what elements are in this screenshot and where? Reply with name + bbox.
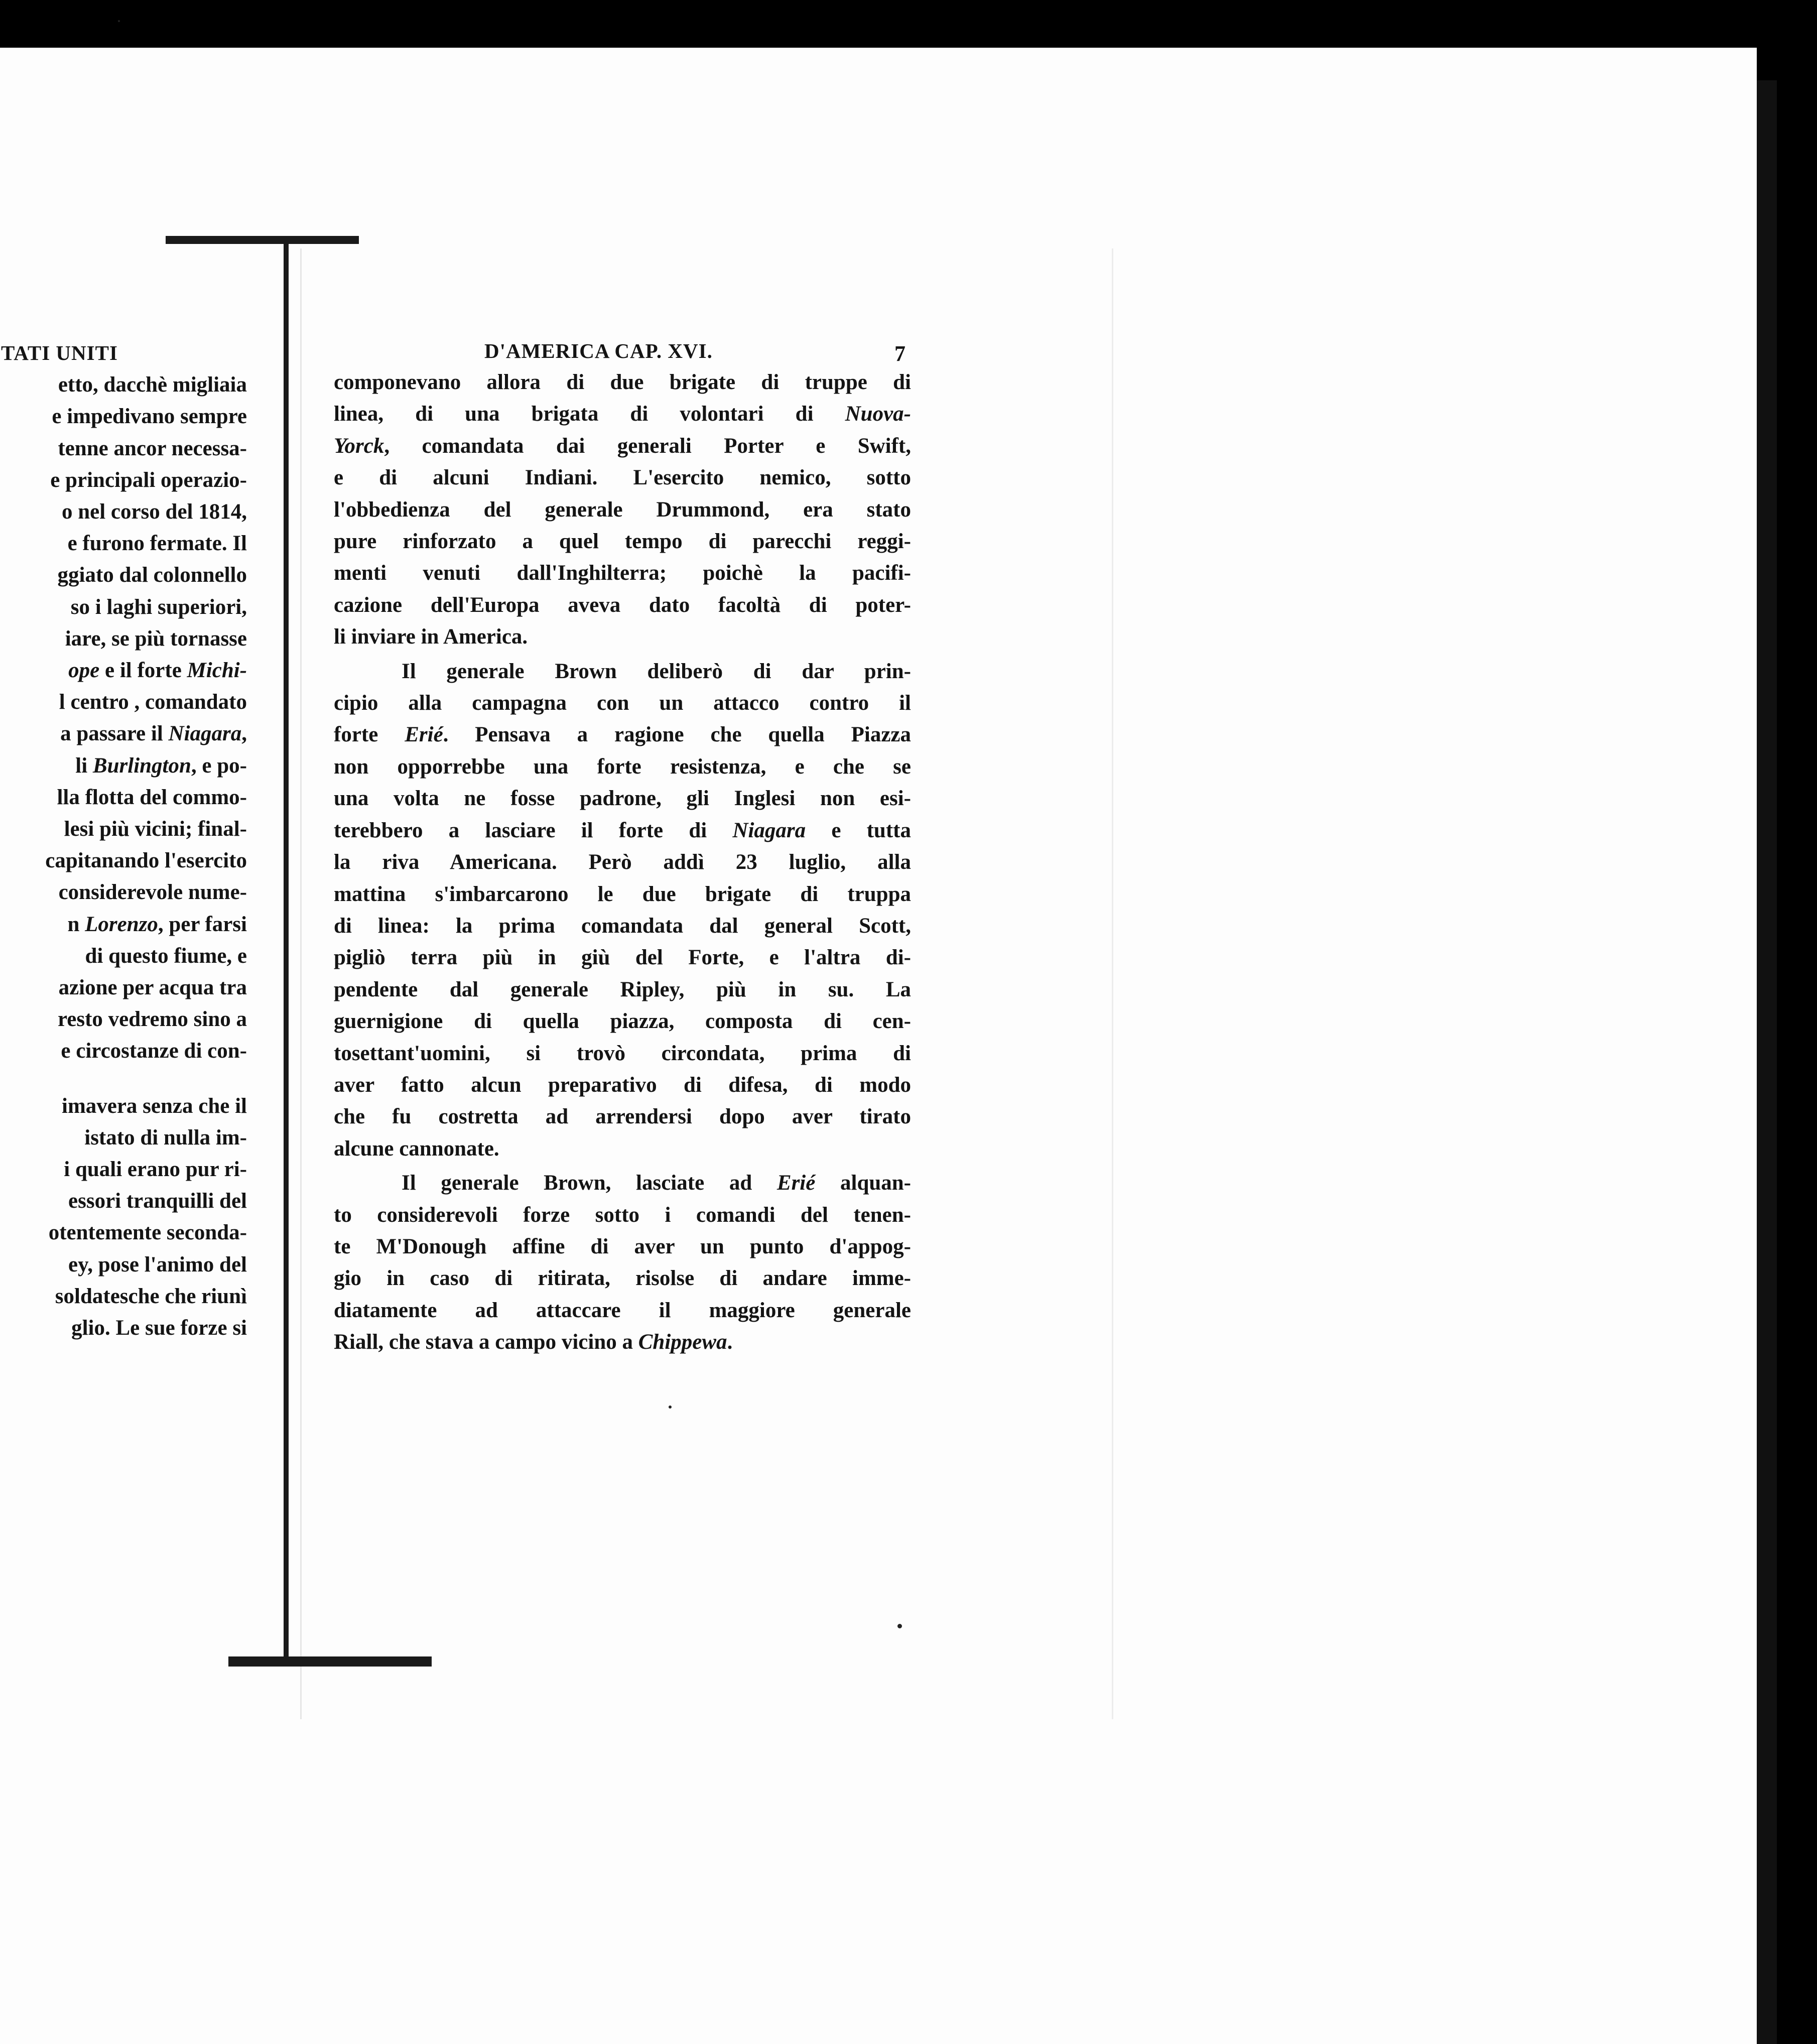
text-line: n Lorenzo, per farsi [67, 912, 247, 936]
text-line: e di alcuni Indiani. L'esercito nemico, sotto [334, 466, 911, 490]
text-line: la riva Americana. Però addì 23 luglio, alla [334, 850, 911, 874]
text-line: Il generale Brown, lasciate ad Erié alquan- [402, 1171, 912, 1195]
text-line: lla flotta del commo- [57, 785, 247, 809]
text-line: diatamente ad attaccare il maggiore generale [334, 1298, 911, 1322]
left-page-lines [0, 369, 247, 1344]
text-line: terebbero a lasciare il forte di Niagara e tutta [334, 818, 911, 842]
text-line: cazione dell'Europa aveva dato facoltà di poter- [334, 593, 911, 617]
page-edge-shadow [1757, 80, 1777, 2044]
text-line: iare, se più tornasse [65, 626, 247, 651]
text-line: essori tranquilli del [68, 1189, 247, 1213]
text-line: linea, di una brigata di volontari di Nuova- [334, 402, 911, 426]
text-line: ggiato dal colonnello [57, 563, 247, 587]
ink-speck [118, 20, 120, 22]
text-line: lesi più vicini; final- [64, 817, 247, 841]
text-line: e principali operazio- [50, 468, 247, 492]
text-line: soldatesche che riunì [55, 1284, 247, 1308]
text-line: cipio alla campagna con un attacco contro il [334, 691, 911, 715]
text-line: di linea: la prima comandata dal general Scott, [334, 914, 911, 938]
text-line: che fu costretta ad arrendersi dopo aver tirato [334, 1105, 911, 1129]
text-line: non opporrebbe una forte resistenza, e che se [334, 754, 911, 779]
text-line: pigliò terra più in giù del Forte, e l'altra di- [334, 946, 911, 970]
text-line: to considerevoli forze sotto i comandi del tenen- [334, 1203, 911, 1227]
text-line: ope e il forte Michi- [68, 659, 247, 683]
text-line: tenne ancor necessa- [58, 436, 247, 460]
text-line: li Burlington, e po- [75, 753, 247, 778]
text-line: pendente dal generale Ripley, più in su. La [334, 977, 911, 1001]
right-running-head: D'AMERICA CAP. XVI. [484, 339, 713, 362]
text-line: pure rinforzato a quel tempo di parecchi reggi- [334, 530, 911, 554]
text-line: te M'Donough affine di aver un punto d'appog- [334, 1234, 911, 1258]
text-line: e furono fermate. Il [67, 532, 247, 556]
text-line: una volta ne fosse padrone, gli Inglesi non esi- [334, 787, 911, 811]
text-line: resto vedremo sino a [57, 1007, 247, 1032]
right-running-head-row [334, 334, 911, 364]
text-line: imavera senza che il [62, 1094, 247, 1118]
text-line: otentemente seconda- [48, 1221, 247, 1245]
text-line: gio in caso di ritirata, risolse di andare imme- [334, 1266, 911, 1291]
left-page-text [0, 337, 247, 1344]
paragraph [334, 366, 911, 653]
text-line: guernigione di quella piazza, composta di cen- [334, 1009, 911, 1034]
left-running-head: TATI UNITI [1, 341, 118, 364]
text-line: e circostanze di con- [61, 1039, 247, 1063]
text-line: Yorck, comandata dai generali Porter e Swift, [334, 434, 911, 458]
paragraph [334, 1167, 911, 1358]
text-line: mattina s'imbarcarono le due brigate di truppa [334, 882, 911, 906]
text-line: componevano allora di due brigate di truppe di [334, 370, 911, 394]
paragraph-gap [0, 1067, 247, 1090]
ink-speck [897, 1624, 902, 1628]
page-number: 7 [894, 341, 906, 366]
text-line: etto, dacchè migliaia [58, 373, 247, 397]
text-line: ey, pose l'animo del [68, 1252, 247, 1276]
gutter-bracket-top [166, 236, 359, 244]
text-line: considerevole nume- [58, 880, 247, 905]
text-line: tosettant'uomini, si trovò circondata, prima di [334, 1041, 911, 1065]
right-page-text [334, 334, 911, 1358]
text-line: Il generale Brown deliberò di dar prin- [402, 659, 911, 683]
text-line: forte Erié. Pensava a ragione che quella Piazza [334, 723, 912, 747]
text-line: l'obbedienza del generale Drummond, era stato [334, 497, 911, 522]
text-line: o nel corso del 1814, [61, 500, 247, 524]
gutter-line [284, 241, 289, 1667]
text-line: e impedivano sempre [52, 405, 247, 429]
text-line: glio. Le sue forze si [71, 1316, 247, 1340]
paragraph [334, 656, 911, 1165]
text-line: alcune cannonate. [334, 1136, 499, 1161]
text-line: li inviare in America. [334, 625, 528, 649]
text-line: istato di nulla im- [84, 1125, 247, 1149]
text-line: i quali erano pur ri- [64, 1158, 247, 1182]
text-line: di questo fiume, e [85, 944, 247, 968]
text-line: l centro , comandato [59, 690, 247, 714]
text-line: capitanando l'esercito [45, 849, 247, 873]
ink-speck [669, 1406, 672, 1409]
text-line: aver fatto alcun preparativo di difesa, di modo [334, 1073, 911, 1097]
right-page-paragraphs [334, 366, 911, 1358]
text-line: Riall, che stava a campo vicino a Chippewa. [334, 1330, 733, 1354]
text-line: a passare il Niagara, [60, 722, 247, 746]
text-line: so i laghi superiori, [70, 595, 247, 619]
text-line: menti venuti dall'Inghilterra; poichè la pacifi- [334, 561, 911, 585]
text-line: azione per acqua tra [58, 976, 247, 1000]
gutter-bracket-bottom [228, 1656, 432, 1667]
